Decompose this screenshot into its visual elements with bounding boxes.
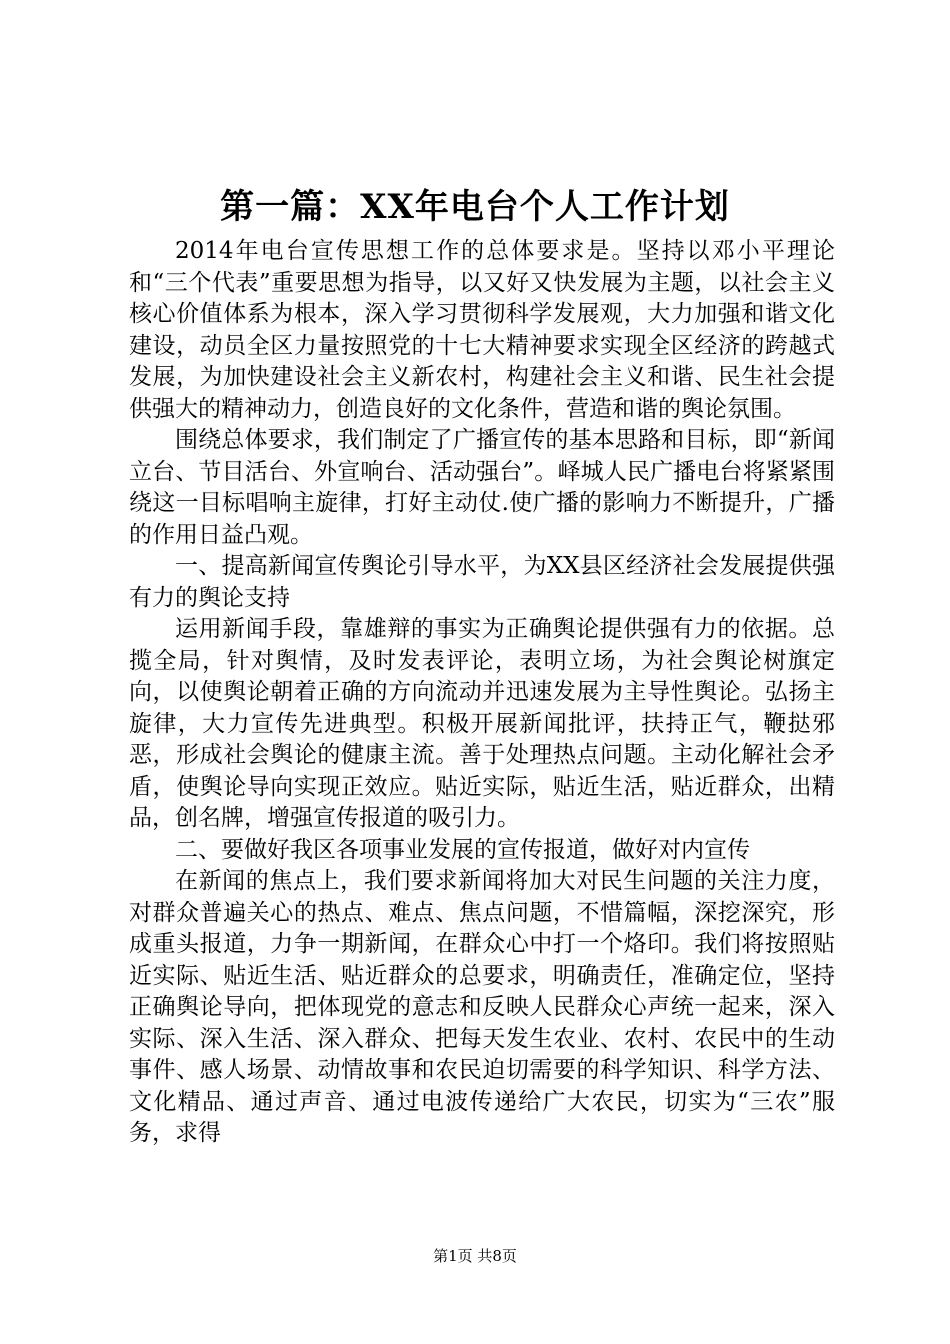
paragraph: 围绕总体要求，我们制定了广播宣传的基本思路和目标，即“新闻立台、节目活台、外宣响台、活动强台”。峄城人民广播电台将紧紧围绕这一目标唱响主旋律，打好主动仗.使广播的影响力不断提升，广播的作用日益凸观。 <box>129 427 835 548</box>
paragraph: 运用新闻手段，靠雄辩的事实为正确舆论提供强有力的依据。总揽全局，针对舆情，及时发表评论，表明立场，为社会舆论树旗定向，以使舆论朝着正确的方向流动并迅速发展为主导性舆论。弘扬主旋律，大力宣传先进典型。积极开展新闻批评，扶持正气，鞭挞邪恶，形成社会舆论的健康主流。善于处理热点问题。主动化解社会矛盾，使舆论导向实现正效应。贴近实际，贴近生活，贴近群众，出精品，创名牌，增强宣传报道的吸引力。 <box>129 616 835 831</box>
paragraph: 2014年电台宣传思想工作的总体要求是。坚持以邓小平理论和“三个代表”重要思想为指导，以又好又快发展为主题，以社会主义核心价值体系为根本，深入学习贯彻科学发展观，大力加强和谐文化建设，动员全区力量按照党的十七大精神要求实现全区经济的跨越式发展，为加快建设社会主义新农村，构建社会主义和谐、民生社会提供强大的精神动力，创造良好的文化条件，营造和谐的舆论氛围。 <box>129 238 835 422</box>
section-heading: 二、要做好我区各项事业发展的宣传报道，做好对内宣传 <box>175 836 750 863</box>
section-heading: 一、提高新闻宣传舆论引导水平，为XX县区经济社会发展提供强有力的舆论支持 <box>129 553 835 611</box>
document-title: 第一篇：XX年电台个人工作计划 <box>220 187 730 227</box>
document-body <box>129 236 835 1150</box>
paragraph: 在新闻的焦点上，我们要求新闻将加大对民生问题的关注力度，对群众普遍关心的热点、难点、焦点问题，不惜篇幅，深挖深究，形成重头报道，力争一期新闻，在群众心中打一个烙印。我们将按照贴近实际、贴近生活、贴近群众的总要求，明确责任，准确定位，坚持正确舆论导向，把体现党的意志和反映人民群众心声统一起来，深入实际、深入生活、深入群众、把每天发生农业、农村、农民中的生动事件、感人场景、动情故事和农民迫切需要的科学知识、科学方法、文化精品、通过声音、通过电波传递给广大农民，切实为“三农”服务，求得 <box>129 868 835 1146</box>
page-footer: 第1页 共8页 <box>433 1247 517 1265</box>
